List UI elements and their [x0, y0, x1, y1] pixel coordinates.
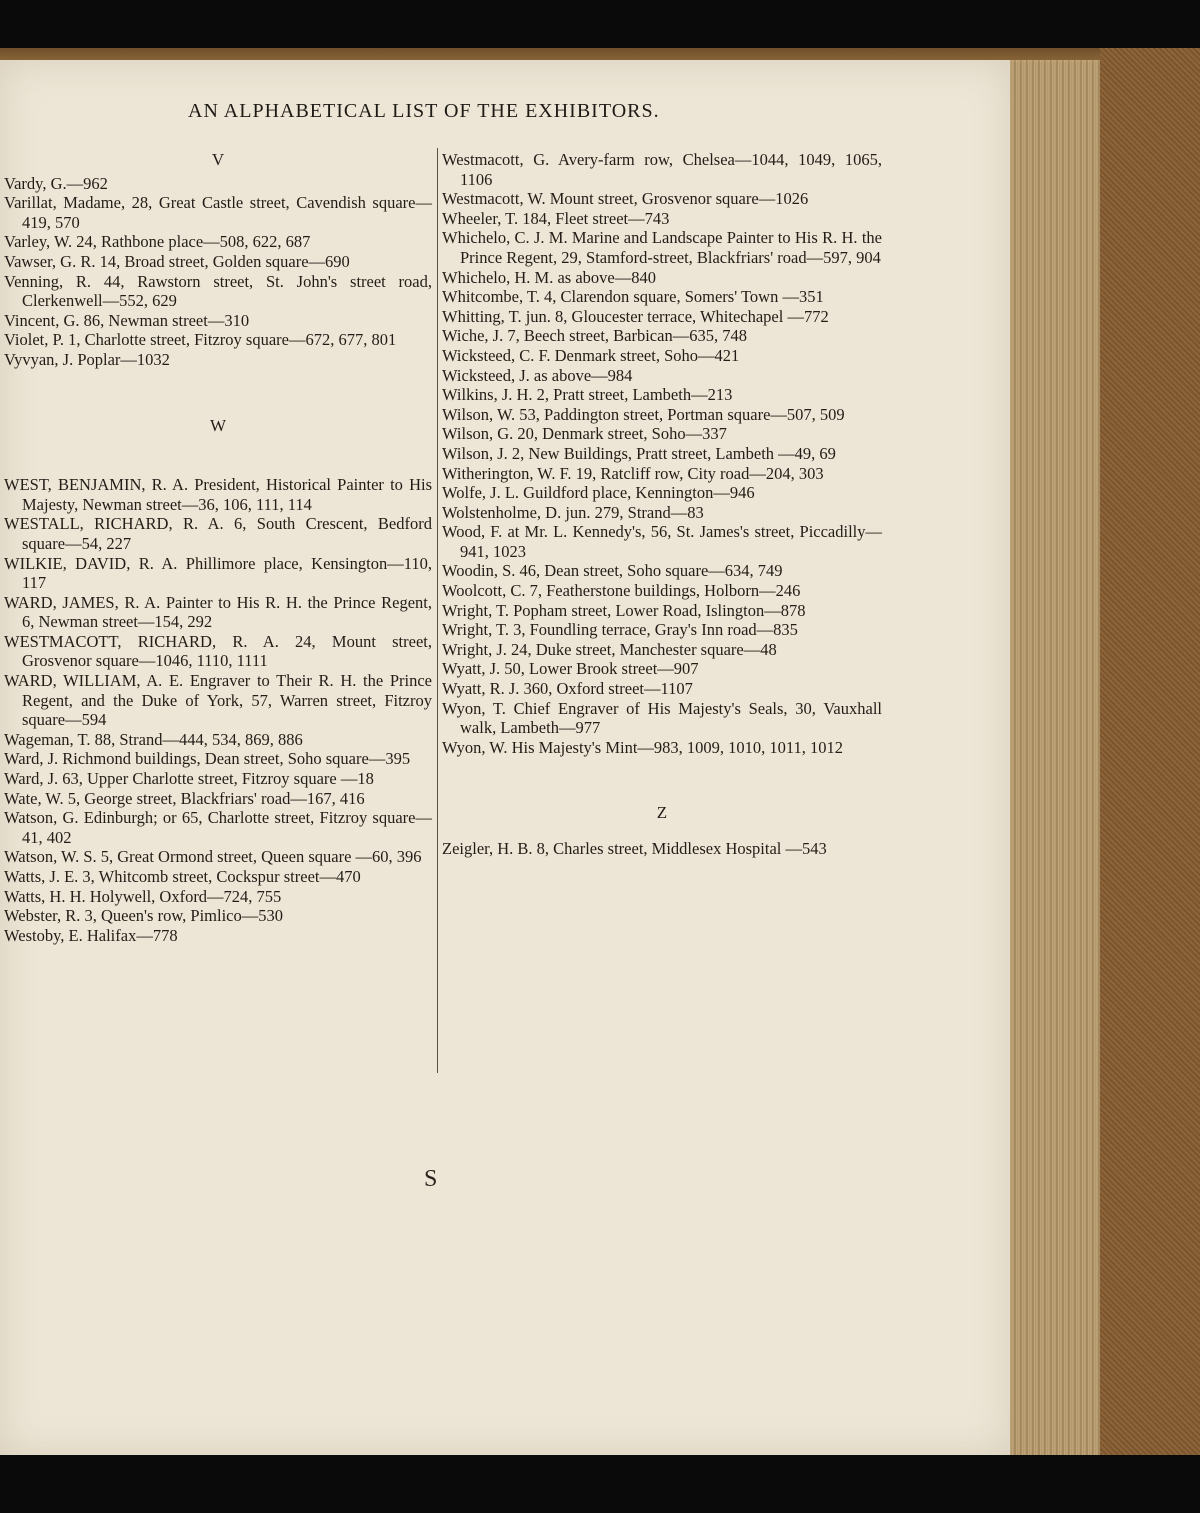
list-item: Zeigler, H. B. 8, Charles street, Middlesex Hospital —543: [442, 839, 827, 858]
list-item: Wright, J. 24, Duke street, Manchester square—48: [442, 639, 777, 659]
list-item: Whitting, T. jun. 8, Gloucester terrace, Whitechapel —772: [442, 306, 829, 326]
list-item: Westoby, E. Halifax—778: [4, 925, 178, 945]
list-item: Wageman, T. 88, Strand—444, 534, 869, 886: [4, 729, 303, 749]
list-item: WILKIE, DAVID, R. A. Phillimore place, Kensington—110, 117: [4, 553, 432, 593]
list-item: Vardy, G.—962: [4, 173, 108, 193]
list-item: Ward, J. 63, Upper Charlotte street, Fitzroy square —18: [4, 769, 374, 789]
section-letter-v: V: [211, 150, 225, 169]
background-bottom: [0, 1455, 1200, 1513]
list-item: Wright, T. 3, Foundling terrace, Gray's Inn road—835: [442, 620, 798, 640]
list-item: Wilson, W. 53, Paddington street, Portman square—507, 509: [442, 404, 845, 424]
list-item: WESTMACOTT, RICHARD, R. A. 24, Mount street, Grosvenor square—1046, 1110, 1111: [4, 631, 432, 671]
list-item: Wood, F. at Mr. L. Kennedy's, 56, St. James's street, Piccadilly—941, 1023: [442, 522, 882, 561]
list-item: Wolstenholme, D. jun. 279, Strand—83: [442, 502, 704, 522]
list-item: Watts, H. H. Holywell, Oxford—724, 755: [4, 886, 282, 906]
list-item: Wicksteed, J. as above—984: [442, 365, 633, 385]
list-item: Wyon, T. Chief Engraver of His Majesty's Seals, 30, Vauxhall walk, Lambeth—977: [442, 698, 882, 738]
list-item: Westmacott, G. Avery-farm row, Chelsea—1044, 1049, 1065, 1106: [442, 150, 882, 189]
list-item: Venning, R. 44, Rawstorn street, St. John's street road, Clerkenwell—552, 629: [4, 271, 432, 311]
book-cover-right: [1100, 48, 1200, 1458]
list-item: Westmacott, W. Mount street, Grosvenor square—1026: [442, 189, 809, 209]
list-item: WESTALL, RICHARD, R. A. 6, South Crescent, Bedford square—54, 227: [4, 514, 432, 553]
list-item: Wyatt, J. 50, Lower Brook street—907: [442, 659, 699, 679]
list-item: Woolcott, C. 7, Featherstone buildings, Holborn—246: [442, 581, 801, 601]
list-item: Webster, R. 3, Queen's row, Pimlico—530: [4, 906, 284, 926]
list-item: Varillat, Madame, 28, Great Castle street, Cavendish square—419, 570: [4, 193, 432, 232]
list-item: Whichelo, H. M. as above—840: [442, 267, 656, 287]
list-item: Violet, P. 1, Charlotte street, Fitzroy square—672, 677, 801: [4, 330, 397, 350]
list-item: Whitcombe, T. 4, Clarendon square, Somers' Town —351: [442, 287, 824, 307]
list-item: Wilkins, J. H. 2, Pratt street, Lambeth—213: [442, 385, 733, 405]
section-letter-w: W: [209, 415, 227, 435]
page-heading: AN ALPHABETICAL LIST OF THE EXHIBITORS.: [188, 100, 660, 122]
list-item: Whichelo, C. J. M. Marine and Landscape Painter to His R. H. the Prince Regent, 29, Stamford-street, Blackfriars' road—597, 904: [442, 228, 882, 267]
signature-mark: S: [424, 1166, 438, 1192]
list-item: Watts, J. E. 3, Whitcomb street, Cockspur street—470: [4, 867, 361, 886]
list-item: Woodin, S. 46, Dean street, Soho square—634, 749: [442, 561, 783, 581]
list-item: Ward, J. Richmond buildings, Dean street, Soho square—395: [4, 749, 411, 769]
list-item: WEST, BENJAMIN, R. A. President, Historical Painter to His Majesty, Newman street—36, 106, 111, 114: [4, 475, 432, 514]
list-item: Wicksteed, C. F. Denmark street, Soho—421: [442, 345, 740, 365]
list-item: Wolfe, J. L. Guildford place, Kennington—946: [442, 483, 755, 503]
list-item: Vincent, G. 86, Newman street—310: [4, 310, 250, 330]
list-item: Wilson, J. 2, New Buildings, Pratt street, Lambeth —49, 69: [442, 443, 836, 463]
list-item: Varley, W. 24, Rathbone place—508, 622, 687: [4, 232, 311, 252]
list-item: Wheeler, T. 184, Fleet street—743: [442, 208, 670, 228]
list-item: Watson, G. Edinburgh; or 65, Charlotte street, Fitzroy square—41, 402: [4, 808, 432, 847]
list-item: WARD, WILLIAM, A. E. Engraver to Their R. H. the Prince Regent, and the Duke of York, 57, Warren street, Fitzroy square—594: [4, 671, 432, 730]
column-divider: [437, 148, 438, 1073]
list-item: WARD, JAMES, R. A. Painter to His R. H. the Prince Regent, 6, Newman street—154, 292: [4, 592, 432, 632]
list-item: Wyon, W. His Majesty's Mint—983, 1009, 1010, 1011, 1012: [442, 737, 844, 757]
section-letter-z: Z: [656, 803, 668, 823]
list-item: Watson, W. S. 5, Great Ormond street, Queen square —60, 396: [4, 847, 422, 867]
list-item: Wiche, J. 7, Beech street, Barbican—635, 748: [442, 326, 747, 346]
list-item: Wate, W. 5, George street, Blackfriars' road—167, 416: [4, 788, 365, 808]
list-item: Wright, T. Popham street, Lower Road, Islington—878: [442, 600, 806, 620]
list-item: Vawser, G. R. 14, Broad street, Golden square—690: [4, 251, 350, 271]
list-item: Wilson, G. 20, Denmark street, Soho—337: [442, 424, 727, 444]
list-item: Wyatt, R. J. 360, Oxford street—1107: [442, 679, 693, 699]
right-column: [442, 150, 882, 859]
list-item: Vyvyan, J. Poplar—1032: [4, 349, 170, 369]
left-column: [4, 150, 432, 945]
list-item: Witherington, W. F. 19, Ratcliff row, City road—204, 303: [442, 463, 824, 483]
